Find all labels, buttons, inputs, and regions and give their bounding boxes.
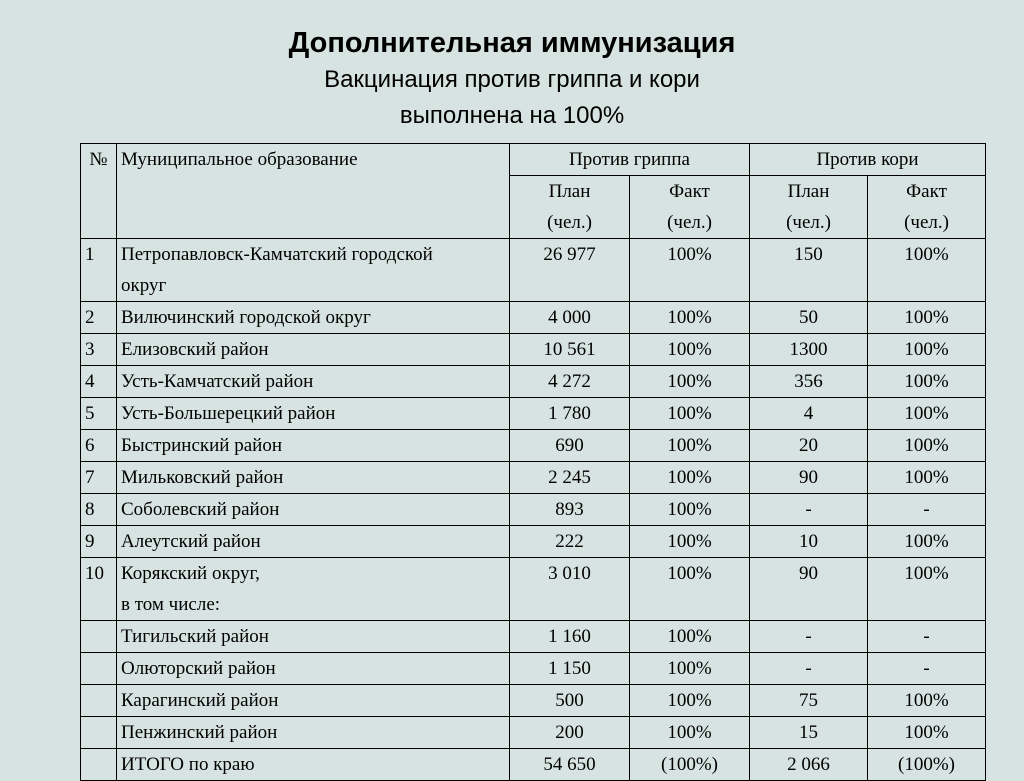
immunization-table: [80, 143, 986, 781]
table-row: [81, 717, 986, 749]
cell-num: 6: [81, 430, 117, 462]
cell-measles-fact: 100%: [868, 334, 986, 366]
cell-flu-fact: 100%: [630, 494, 750, 526]
cell-flu-fact: 100%: [630, 558, 750, 621]
cell-measles-plan: 2 066: [750, 749, 868, 781]
cell-flu-fact: 100%: [630, 398, 750, 430]
cell-flu-plan: 4 272: [510, 366, 630, 398]
cell-num: 1: [81, 239, 117, 302]
header-flu-fact: Факт (чел.): [630, 176, 750, 239]
cell-num: 10: [81, 558, 117, 621]
cell-measles-plan: -: [750, 494, 868, 526]
cell-municipality: Усть-Большерецкий район: [117, 398, 510, 430]
table-row: [81, 430, 986, 462]
cell-flu-fact: 100%: [630, 685, 750, 717]
cell-flu-fact: (100%): [630, 749, 750, 781]
cell-municipality: Карагинский район: [117, 685, 510, 717]
cell-measles-fact: 100%: [868, 430, 986, 462]
cell-num: 2: [81, 302, 117, 334]
cell-num: 9: [81, 526, 117, 558]
header-num: №: [81, 144, 117, 239]
cell-municipality: ИТОГО по краю: [117, 749, 510, 781]
cell-flu-plan: 1 780: [510, 398, 630, 430]
header-measles-plan: План (чел.): [750, 176, 868, 239]
cell-municipality: Соболевский район: [117, 494, 510, 526]
table-row: [81, 398, 986, 430]
cell-num: 7: [81, 462, 117, 494]
cell-measles-fact: 100%: [868, 685, 986, 717]
table-row: [81, 366, 986, 398]
slide-subtitle: Вакцинация против гриппа и кори: [324, 66, 700, 93]
table-row: [81, 749, 986, 781]
cell-measles-fact: -: [868, 494, 986, 526]
table-row: [81, 462, 986, 494]
table-row: [81, 558, 986, 621]
cell-measles-fact: 100%: [868, 717, 986, 749]
cell-measles-fact: 100%: [868, 526, 986, 558]
cell-municipality: Петропавловск-Камчатский городской округ: [117, 239, 510, 302]
cell-flu-plan: 200: [510, 717, 630, 749]
cell-flu-plan: 1 160: [510, 621, 630, 653]
cell-num: [81, 621, 117, 653]
cell-flu-fact: 100%: [630, 430, 750, 462]
header-flu-plan: План (чел.): [510, 176, 630, 239]
cell-measles-plan: -: [750, 621, 868, 653]
cell-num: 8: [81, 494, 117, 526]
cell-measles-fact: 100%: [868, 558, 986, 621]
cell-flu-plan: 1 150: [510, 653, 630, 685]
cell-flu-fact: 100%: [630, 334, 750, 366]
table-row: [81, 239, 986, 302]
cell-municipality: Елизовский район: [117, 334, 510, 366]
cell-measles-fact: -: [868, 653, 986, 685]
cell-measles-plan: 75: [750, 685, 868, 717]
cell-flu-plan: 54 650: [510, 749, 630, 781]
cell-measles-plan: 20: [750, 430, 868, 462]
cell-flu-plan: 893: [510, 494, 630, 526]
header-measles: Против кори: [750, 144, 986, 176]
cell-measles-plan: 150: [750, 239, 868, 302]
slide-title: Дополнительная иммунизация: [288, 27, 736, 59]
cell-measles-fact: -: [868, 621, 986, 653]
cell-municipality: Тигильский район: [117, 621, 510, 653]
table-header-row: [81, 144, 986, 176]
cell-num: 5: [81, 398, 117, 430]
cell-num: [81, 749, 117, 781]
cell-flu-fact: 100%: [630, 621, 750, 653]
cell-measles-plan: 10: [750, 526, 868, 558]
cell-measles-plan: 50: [750, 302, 868, 334]
cell-municipality: Корякский округ, в том числе:: [117, 558, 510, 621]
cell-flu-fact: 100%: [630, 239, 750, 302]
cell-num: 4: [81, 366, 117, 398]
cell-num: [81, 685, 117, 717]
cell-municipality: Мильковский район: [117, 462, 510, 494]
cell-measles-plan: -: [750, 653, 868, 685]
cell-flu-fact: 100%: [630, 526, 750, 558]
cell-flu-plan: 10 561: [510, 334, 630, 366]
header-flu: Против гриппа: [510, 144, 750, 176]
table-row: [81, 653, 986, 685]
cell-flu-fact: 100%: [630, 302, 750, 334]
cell-municipality: Алеутский район: [117, 526, 510, 558]
table-row: [81, 334, 986, 366]
cell-measles-plan: 4: [750, 398, 868, 430]
cell-num: [81, 717, 117, 749]
cell-municipality: Пенжинский район: [117, 717, 510, 749]
cell-municipality: Олюторский район: [117, 653, 510, 685]
table-row: [81, 494, 986, 526]
cell-flu-fact: 100%: [630, 717, 750, 749]
cell-num: 3: [81, 334, 117, 366]
cell-measles-plan: 15: [750, 717, 868, 749]
cell-measles-plan: 90: [750, 462, 868, 494]
cell-measles-fact: 100%: [868, 398, 986, 430]
cell-measles-plan: 90: [750, 558, 868, 621]
cell-municipality: Усть-Камчатский район: [117, 366, 510, 398]
cell-num: [81, 653, 117, 685]
cell-flu-fact: 100%: [630, 653, 750, 685]
header-measles-fact: Факт (чел.): [868, 176, 986, 239]
header-municipality: Муниципальное образование: [117, 144, 510, 239]
cell-flu-plan: 26 977: [510, 239, 630, 302]
cell-measles-fact: 100%: [868, 302, 986, 334]
table-row: [81, 526, 986, 558]
table-row: [81, 621, 986, 653]
slide-subtitle-2: выполнена на 100%: [399, 102, 625, 129]
cell-flu-plan: 4 000: [510, 302, 630, 334]
cell-municipality: Быстринский район: [117, 430, 510, 462]
table-row: [81, 302, 986, 334]
cell-municipality: Вилючинский городской округ: [117, 302, 510, 334]
cell-measles-fact: 100%: [868, 239, 986, 302]
cell-flu-plan: 690: [510, 430, 630, 462]
cell-measles-fact: 100%: [868, 366, 986, 398]
cell-measles-plan: 1300: [750, 334, 868, 366]
cell-flu-fact: 100%: [630, 462, 750, 494]
cell-flu-plan: 500: [510, 685, 630, 717]
cell-measles-fact: (100%): [868, 749, 986, 781]
cell-flu-fact: 100%: [630, 366, 750, 398]
cell-measles-fact: 100%: [868, 462, 986, 494]
cell-flu-plan: 222: [510, 526, 630, 558]
cell-flu-plan: 3 010: [510, 558, 630, 621]
table-row: [81, 685, 986, 717]
cell-measles-plan: 356: [750, 366, 868, 398]
cell-flu-plan: 2 245: [510, 462, 630, 494]
